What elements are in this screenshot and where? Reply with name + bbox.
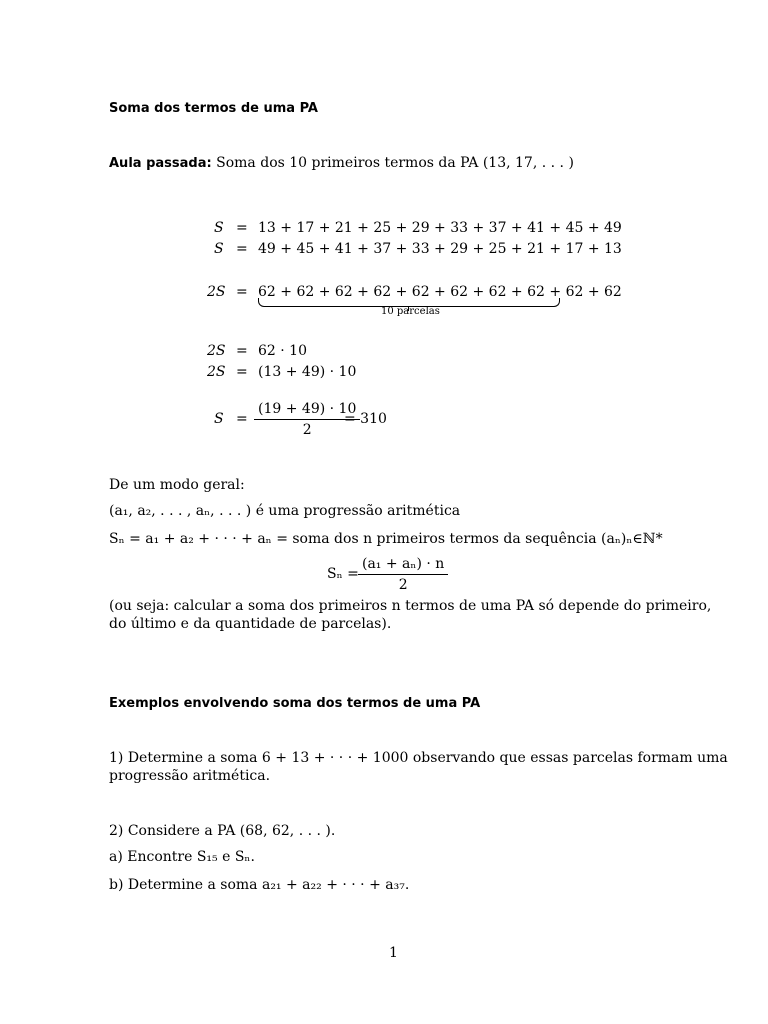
note-line1: (ou seja: calcular a soma dos primeiros n termos de uma PA só depende do primeiro,	[109, 598, 712, 614]
example2-b: b) Determine a soma a₂₁ + a₂₂ + · · · + a₃₇.	[109, 877, 410, 893]
eq3-rhs: 62 + 62 + 62 + 62 + 62 + 62 + 62 + 62 + 62 + 62	[258, 284, 622, 300]
page-number: 1	[389, 945, 398, 961]
eq6-numerator: (19 + 49) · 10	[254, 401, 360, 420]
example1-line1: 1) Determine a soma 6 + 13 + · · · + 1000 observando que essas parcelas formam uma	[109, 750, 728, 766]
example2-a: a) Encontre S₁₅ e Sₙ.	[109, 849, 255, 865]
formula-numerator: (a₁ + aₙ) · n	[358, 556, 448, 575]
eq5-equals: =	[236, 364, 248, 380]
eq4-rhs: 62 · 10	[258, 343, 307, 359]
eq4-equals: =	[236, 343, 248, 359]
eq6-result: = 310	[344, 411, 387, 427]
formula-fraction	[358, 556, 448, 593]
aula-passada-line	[109, 155, 574, 171]
eq1-equals: =	[236, 220, 248, 236]
eq2-rhs: 49 + 45 + 41 + 37 + 33 + 29 + 25 + 21 + 17 + 13	[258, 241, 622, 257]
general-line1: (a₁, a₂, . . . , aₙ, . . . ) é uma progressão aritmética	[109, 503, 461, 519]
eq2-equals: =	[236, 241, 248, 257]
brace-label: 10 parcelas	[381, 306, 440, 317]
formula-denominator: 2	[398, 577, 408, 593]
general-intro: De um modo geral:	[109, 477, 245, 493]
eq5-rhs: (13 + 49) · 10	[258, 364, 357, 380]
general-line2: Sₙ = a₁ + a₂ + · · · + aₙ = soma dos n primeiros termos da sequência (aₙ)ₙ∈ℕ*	[109, 531, 663, 547]
eq1-lhs: S	[214, 220, 224, 236]
example1-line2: progressão aritmética.	[109, 768, 271, 784]
formula-lhs: Sₙ =	[327, 566, 359, 582]
eq3-lhs: 2S	[207, 284, 226, 300]
eq6-denominator: 2	[302, 422, 312, 438]
aula-label: Aula passada:	[109, 156, 212, 171]
eq3-equals: =	[236, 284, 248, 300]
example2-intro: 2) Considere a PA (68, 62, . . . ).	[109, 823, 336, 839]
aula-text: Soma dos 10 primeiros termos da PA (13, 17, . . . )	[216, 155, 574, 171]
examples-title: Exemplos envolvendo soma dos termos de uma PA	[109, 696, 481, 711]
eq4-lhs: 2S	[207, 343, 226, 359]
eq6-lhs: S	[214, 411, 224, 427]
eq6-equals: =	[236, 411, 248, 427]
eq5-lhs: 2S	[207, 364, 226, 380]
eq2-lhs: S	[214, 241, 224, 257]
note-line2: do último e da quantidade de parcelas).	[109, 616, 392, 632]
section-title: Soma dos termos de uma PA	[109, 101, 318, 116]
eq1-rhs: 13 + 17 + 21 + 25 + 29 + 33 + 37 + 41 + 45 + 49	[258, 220, 622, 236]
